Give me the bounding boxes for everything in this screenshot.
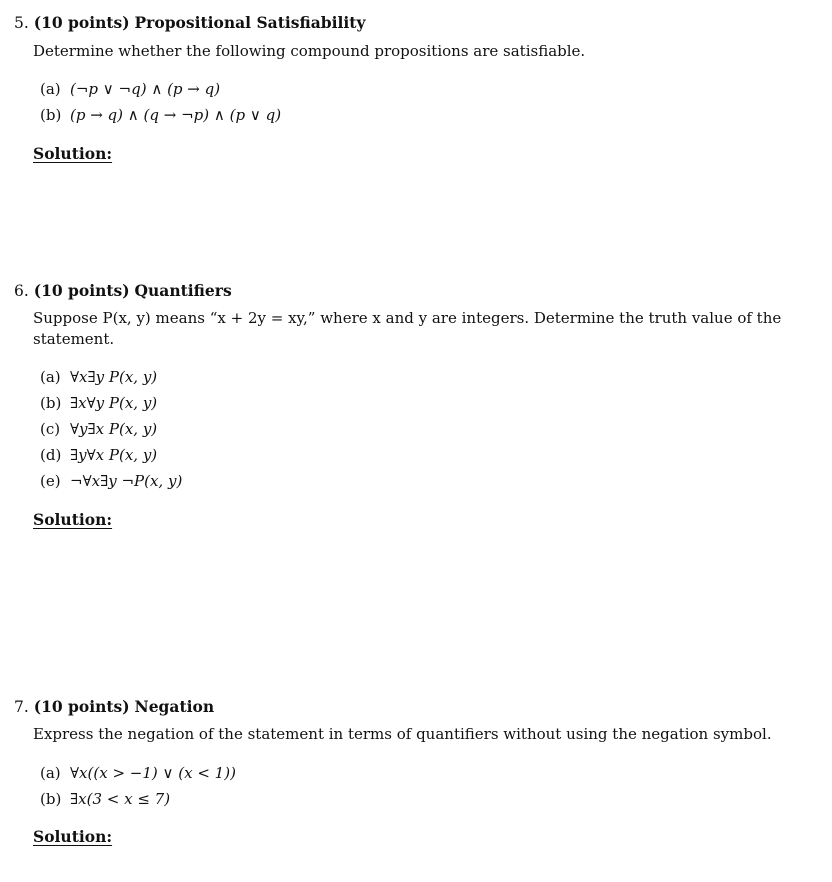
- problem-number: 7.: [14, 698, 29, 716]
- item-list: [40, 364, 182, 494]
- item-label: (d): [40, 446, 62, 464]
- item-label: (a): [40, 764, 61, 782]
- item-expression: ∃x(3 < x ≤ 7): [70, 790, 171, 808]
- item-expression: ∀x∃y P(x, y): [70, 368, 158, 386]
- list-item: [40, 786, 236, 812]
- problem-title: Propositional Satisfiability: [134, 13, 366, 32]
- list-item: [40, 468, 182, 494]
- item-label: (a): [40, 368, 61, 386]
- problem-heading: [14, 281, 232, 300]
- item-label: (a): [40, 80, 61, 98]
- problem-description: Suppose P(x, y) means “x + 2y = xy,” where x and y are integers. Determine the truth value of the statement.: [33, 309, 782, 348]
- item-label: (b): [40, 106, 62, 124]
- problem-description: Determine whether the following compound propositions are satisfiable.: [33, 42, 586, 60]
- list-item: [40, 390, 182, 416]
- problem-number: 5.: [14, 14, 29, 32]
- item-expression: ¬∀x∃y ¬P(x, y): [70, 472, 183, 490]
- problem-title: Quantifiers: [134, 281, 232, 300]
- problem-title: Negation: [134, 697, 215, 716]
- problem-points: (10 points): [33, 13, 130, 32]
- item-label: (c): [40, 420, 61, 438]
- list-item: [40, 416, 182, 442]
- item-label: (b): [40, 790, 62, 808]
- item-expression: (¬p ∨ ¬q) ∧ (p → q): [70, 80, 221, 98]
- item-list: [40, 76, 281, 128]
- list-item: [40, 76, 281, 102]
- solution-label: Solution:: [33, 510, 113, 529]
- list-item: [40, 102, 281, 128]
- list-item: [40, 760, 236, 786]
- solution-label: Solution:: [33, 144, 113, 163]
- item-list: [40, 760, 236, 812]
- problem-points: (10 points): [33, 281, 130, 300]
- item-expression: (p → q) ∧ (q → ¬p) ∧ (p ∨ q): [70, 106, 282, 124]
- item-label: (e): [40, 472, 61, 490]
- item-label: (b): [40, 394, 62, 412]
- item-expression: ∃x∀y P(x, y): [70, 394, 158, 412]
- item-expression: ∀x((x > −1) ∨ (x < 1)): [70, 764, 236, 782]
- problem-number: 6.: [14, 282, 29, 300]
- problem-heading: [14, 697, 214, 716]
- problem-description: Express the negation of the statement in terms of quantifiers without using the negation symbol.: [33, 725, 772, 743]
- item-expression: ∀y∃x P(x, y): [70, 420, 158, 438]
- list-item: [40, 442, 182, 468]
- item-expression: ∃y∀x P(x, y): [70, 446, 158, 464]
- list-item: [40, 364, 182, 390]
- solution-label: Solution:: [33, 827, 113, 846]
- problem-points: (10 points): [33, 697, 130, 716]
- problem-heading: [14, 13, 365, 32]
